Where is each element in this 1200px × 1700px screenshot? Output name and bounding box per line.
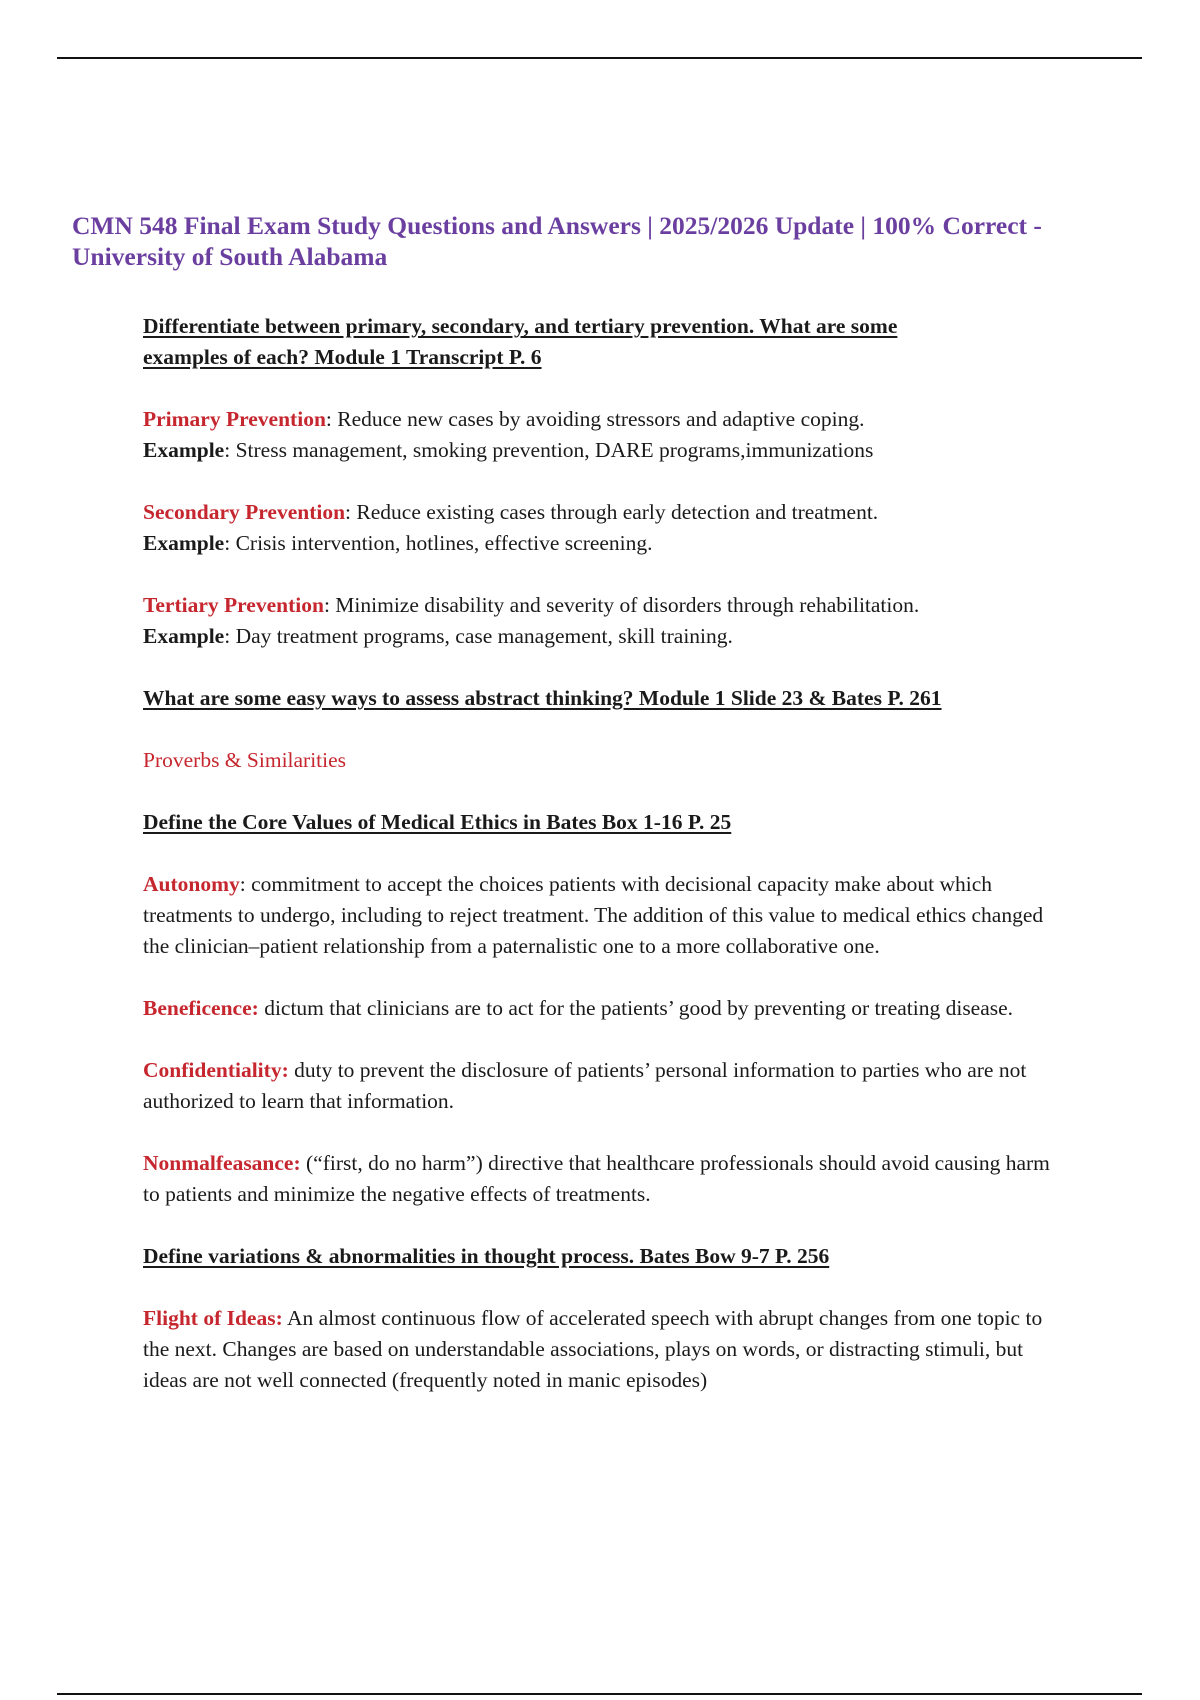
answer-secondary-prevention <box>143 497 1063 559</box>
question-prevention-line1: Differentiate between primary, secondary, and tertiary prevention. What are some <box>143 314 898 338</box>
example-label: Example <box>143 624 225 648</box>
answer-abstract-thinking: Proverbs & Similarities <box>143 748 347 772</box>
secondary-prevention-definition: : Reduce existing cases through early detection and treatment. <box>345 500 879 524</box>
question-medical-ethics: Define the Core Values of Medical Ethics in Bates Box 1-16 P. 25 <box>143 810 732 834</box>
question-abstract-thinking: What are some easy ways to assess abstract thinking? Module 1 Slide 23 & Bates P. 261 <box>143 686 942 710</box>
question-prevention <box>143 311 1063 373</box>
answer-tertiary-prevention <box>143 590 1063 652</box>
flight-of-ideas-definition: An almost continuous flow of accelerated speech with abrupt changes from one topic to the next. Changes are based on understandable associations, plays on words, or distracting stimuli, but ideas are not well connected (frequently noted in manic episodes) <box>143 1306 1043 1392</box>
beneficence-definition: dictum that clinicians are to act for the patients’ good by preventing or treating disease. <box>258 996 1014 1020</box>
answer-confidentiality <box>143 1055 1063 1117</box>
term-secondary-prevention: Secondary Prevention <box>143 500 346 524</box>
term-flight-of-ideas: Flight of Ideas: <box>143 1306 283 1330</box>
question-prevention-line2: examples of each? Module 1 Transcript P. 6 <box>143 345 542 369</box>
document-title: CMN 548 Final Exam Study Questions and Answers | 2025/2026 Update | 100% Correct - University of South Alabama <box>72 211 1042 271</box>
term-nonmalfeasance: Nonmalfeasance: <box>143 1151 301 1175</box>
term-primary-prevention: Primary Prevention <box>143 407 326 431</box>
autonomy-definition: : commitment to accept the choices patients with decisional capacity make about which treatments to undergo, including to reject treatment. The addition of this value to medical ethics changed the clinician–patient relationship from a paternalistic one to a more collaborative one. <box>143 872 1044 958</box>
answer-beneficence <box>143 993 1063 1024</box>
answer-autonomy <box>143 869 1063 962</box>
example-label: Example <box>143 438 225 462</box>
answer-flight-of-ideas <box>143 1303 1063 1396</box>
tertiary-prevention-example: : Day treatment programs, case management, skill training. <box>224 624 733 648</box>
answer-primary-prevention <box>143 404 1063 466</box>
term-autonomy: Autonomy <box>143 872 240 896</box>
confidentiality-definition: duty to prevent the disclosure of patients’ personal information to parties who are not authorized to learn that information. <box>143 1058 1027 1113</box>
secondary-prevention-example: : Crisis intervention, hotlines, effective screening. <box>224 531 653 555</box>
primary-prevention-example: : Stress management, smoking prevention, DARE programs,immunizations <box>224 438 874 462</box>
bottom-rule <box>57 1693 1142 1695</box>
answer-nonmalfeasance <box>143 1148 1063 1210</box>
top-rule <box>57 57 1142 59</box>
example-label: Example <box>143 531 225 555</box>
nonmalfeasance-definition: (“first, do no harm”) directive that healthcare professionals should avoid causing harm to patients and minimize the negative effects of treatments. <box>143 1151 1050 1206</box>
question-thought-process: Define variations & abnormalities in thought process. Bates Bow 9-7 P. 256 <box>143 1244 830 1268</box>
term-beneficence: Beneficence: <box>143 996 259 1020</box>
primary-prevention-definition: : Reduce new cases by avoiding stressors and adaptive coping. <box>325 407 865 431</box>
tertiary-prevention-definition: : Minimize disability and severity of disorders through rehabilitation. <box>323 593 920 617</box>
term-confidentiality: Confidentiality: <box>143 1058 289 1082</box>
term-tertiary-prevention: Tertiary Prevention <box>143 593 324 617</box>
document-body <box>143 311 1063 1396</box>
